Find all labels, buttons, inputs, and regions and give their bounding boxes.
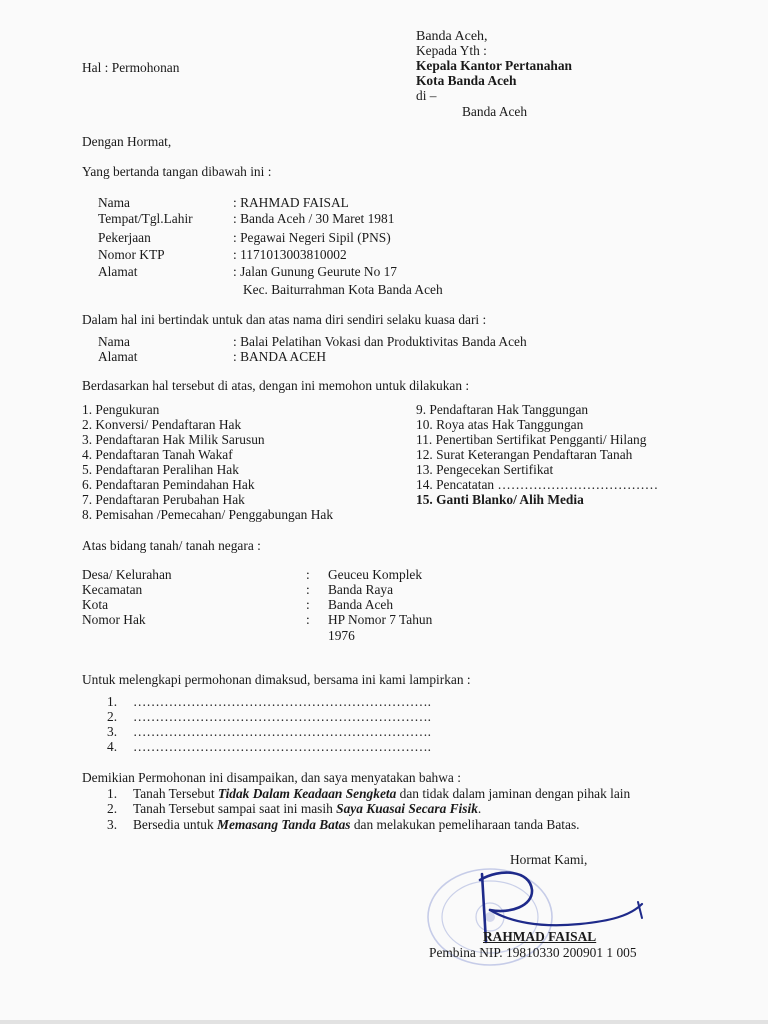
statement-intro: Demikian Permohonan ini disampaikan, dan saya menyatakan bahwa : — [82, 770, 461, 785]
proxy-label: Alamat — [98, 349, 138, 364]
attachment-dots: …………………………………………………………. — [133, 724, 431, 739]
land-value: Geuceu Komplek — [328, 567, 423, 582]
greeting: Dengan Hormat, — [82, 134, 172, 149]
at-label: di – — [416, 88, 437, 103]
recipient-line2: Kota Banda Aceh — [416, 73, 517, 88]
applicant-label: Nama — [98, 195, 130, 210]
land-label: Nomor Hak — [82, 612, 146, 627]
service-item: 4. Pendaftaran Tanah Wakaf — [82, 447, 233, 462]
proxy-value: : BANDA ACEH — [233, 349, 327, 364]
attachment-dots: …………………………………………………………. — [133, 739, 431, 754]
applicant-value: : RAHMAD FAISAL — [233, 195, 349, 210]
applicant-label: Alamat — [98, 264, 138, 279]
land-colon: : — [306, 567, 310, 582]
proxy-label: Nama — [98, 334, 130, 349]
service-item: 8. Pemisahan /Pemecahan/ Penggabungan Hak — [82, 507, 334, 522]
recipient-location: Banda Aceh — [462, 104, 528, 119]
land-value: Banda Raya — [328, 582, 394, 597]
applicant-value: : Pegawai Negeri Sipil (PNS) — [233, 230, 391, 245]
service-item: 6. Pendaftaran Pemindahan Hak — [82, 477, 255, 492]
land-label: Kecamatan — [82, 582, 143, 597]
city-date: Banda Aceh, — [416, 29, 488, 44]
recipient-line1: Kepala Kantor Pertanahan — [416, 58, 572, 73]
service-item: 12. Surat Keterangan Pendaftaran Tanah — [416, 447, 633, 462]
attachment-num: 3. — [107, 724, 118, 739]
land-value: HP Nomor 7 Tahun — [328, 612, 433, 627]
subject: Hal : Permohonan — [82, 60, 180, 75]
service-item: 11. Penertiban Sertifikat Pengganti/ Hilang — [416, 432, 647, 447]
statement-item: Bersedia untuk Memasang Tanda Batas dan melakukan pemeliharaan tanda Batas. — [133, 817, 580, 832]
page-bottom-edge — [0, 1020, 768, 1024]
service-item: 2. Konversi/ Pendaftaran Hak — [82, 417, 242, 432]
applicant-address-line2: Kec. Baiturrahman Kota Banda Aceh — [243, 282, 443, 297]
land-colon: : — [306, 582, 310, 597]
service-item: 9. Pendaftaran Hak Tanggungan — [416, 402, 589, 417]
land-label: Kota — [82, 597, 109, 612]
service-item: 3. Pendaftaran Hak Milik Sarusun — [82, 432, 265, 447]
statement-num: 2. — [107, 801, 118, 816]
proxy-intro: Dalam hal ini bertindak untuk dan atas nama diri sendiri selaku kuasa dari : — [82, 312, 487, 327]
closing: Hormat Kami, — [510, 852, 588, 867]
statement-num: 3. — [107, 817, 118, 832]
applicant-value: : Jalan Gunung Geurute No 17 — [233, 264, 398, 279]
service-item: 14. Pencatatan ……………………………… — [416, 477, 659, 492]
statement-item: Tanah Tersebut Tidak Dalam Keadaan Sengketa dan tidak dalam jaminan dengan pihak lain — [133, 786, 631, 801]
attachment-dots: …………………………………………………………. — [133, 694, 431, 709]
applicant-label: Tempat/Tgl.Lahir — [98, 211, 193, 226]
applicant-label: Pekerjaan — [98, 230, 151, 245]
service-item: 1. Pengukuran — [82, 402, 160, 417]
applicant-value: : 1171013003810002 — [233, 247, 347, 262]
attach-intro: Untuk melengkapi permohonan dimaksud, bersama ini kami lampirkan : — [82, 672, 471, 687]
land-colon: : — [306, 612, 310, 627]
land-value: Banda Aceh — [328, 597, 394, 612]
applicant-value: : Banda Aceh / 30 Maret 1981 — [233, 211, 395, 226]
land-colon: : — [306, 597, 310, 612]
to-label: Kepada Yth : — [416, 43, 487, 58]
statement-item: Tanah Tersebut sampai saat ini masih Saya Kuasai Secara Fisik. — [133, 801, 482, 816]
statement-num: 1. — [107, 786, 118, 801]
attachment-dots: …………………………………………………………. — [133, 709, 431, 724]
attachment-num: 4. — [107, 739, 118, 754]
land-label: Desa/ Kelurahan — [82, 567, 172, 582]
attachment-num: 2. — [107, 709, 118, 724]
signer-nip: Pembina NIP. 19810330 200901 1 005 — [429, 945, 637, 960]
attachment-num: 1. — [107, 694, 118, 709]
service-item: 10. Roya atas Hak Tanggungan — [416, 417, 584, 432]
signer-name: RAHMAD FAISAL — [483, 929, 597, 944]
service-item: 13. Pengecekan Sertifikat — [416, 462, 554, 477]
applicant-label: Nomor KTP — [98, 247, 165, 262]
service-item: 5. Pendaftaran Peralihan Hak — [82, 462, 239, 477]
land-value-cont: 1976 — [328, 628, 355, 643]
proxy-value: : Balai Pelatihan Vokasi dan Produktivitas Banda Aceh — [233, 334, 527, 349]
service-item: 7. Pendaftaran Perubahan Hak — [82, 492, 245, 507]
land-intro: Atas bidang tanah/ tanah negara : — [82, 538, 261, 553]
request-intro: Berdasarkan hal tersebut di atas, dengan ini memohon untuk dilakukan : — [82, 378, 470, 393]
intro-text: Yang bertanda tangan dibawah ini : — [82, 164, 272, 179]
service-item-selected: 15. Ganti Blanko/ Alih Media — [416, 492, 584, 507]
